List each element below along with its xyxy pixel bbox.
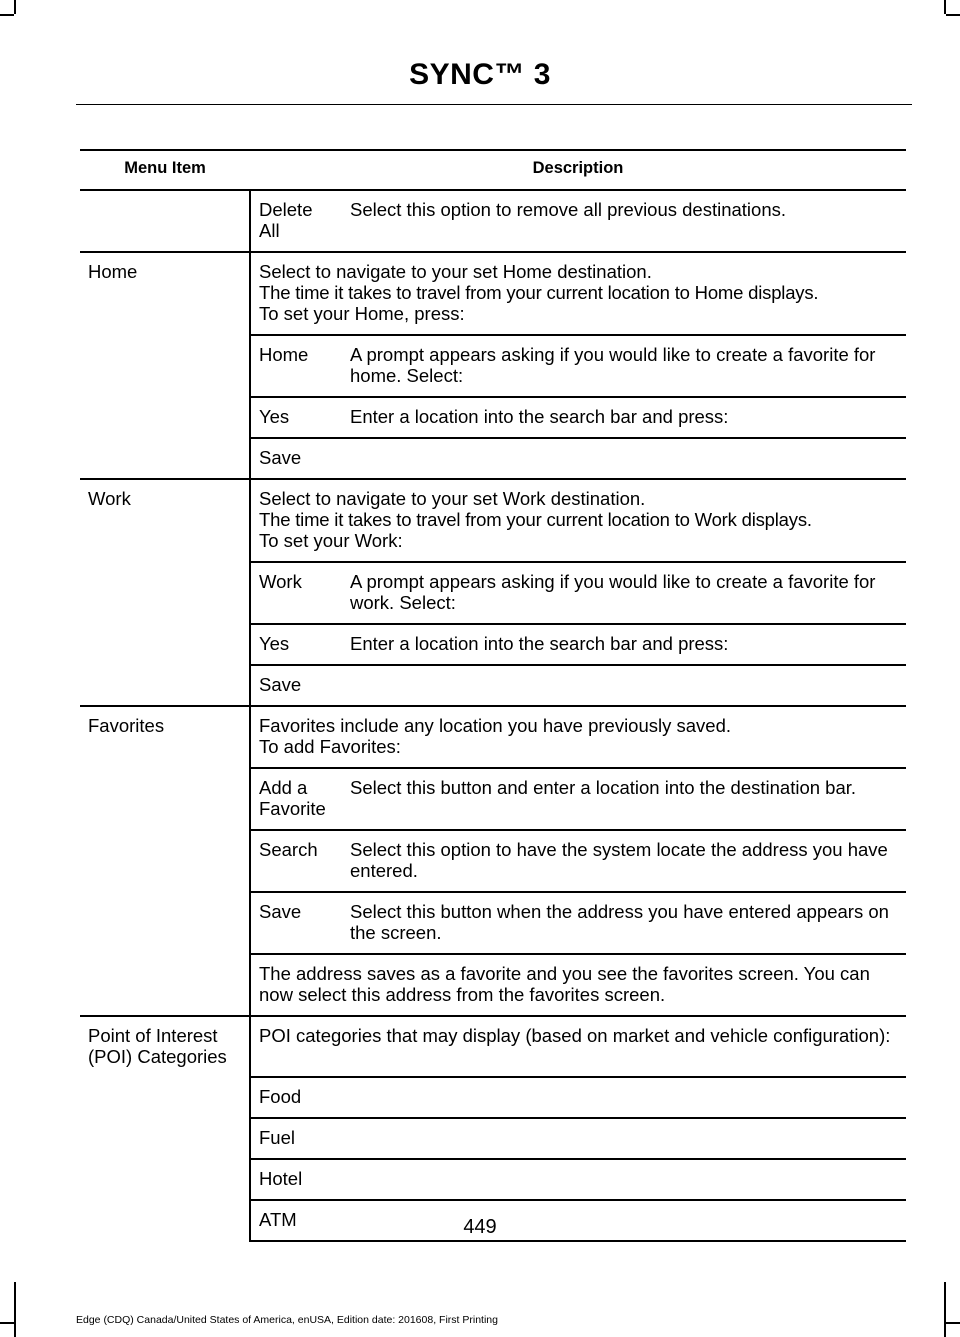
description-work-step-1: A prompt appears asking if you would like to create a favorite for work. Select: (342, 562, 906, 624)
description-home-step-2: Enter a location into the search bar and press: (342, 397, 906, 438)
description-favorites-step-2: Select this option to have the system locate the address you have entered. (342, 830, 906, 892)
table-row (80, 190, 906, 252)
crop-mark (946, 14, 960, 16)
table-row (80, 830, 906, 892)
description-favorites-step-3: Select this button when the address you have entered appears on the screen. (342, 892, 906, 954)
sub-item-yes: Yes (250, 624, 342, 665)
table-row (80, 335, 906, 397)
column-header-menu-item: Menu Item (80, 150, 250, 190)
menu-item-home: Home (80, 252, 250, 335)
table-row (80, 479, 906, 562)
table-row (80, 1016, 906, 1077)
edition-footer: Edge (CDQ) Canada/United States of America, enUSA, Edition date: 201608, First Printing (76, 1314, 498, 1326)
table-row (80, 252, 906, 335)
description-home (250, 252, 906, 335)
crop-mark (0, 14, 14, 16)
page-title: SYNC™ 3 (409, 58, 551, 91)
table-row (80, 1118, 906, 1159)
menu-item-cell (80, 190, 250, 252)
work-line-3: To set your Work: (259, 530, 403, 551)
crop-mark (946, 1322, 960, 1324)
sub-item-add-a-favorite: Add a Favorite (250, 768, 342, 830)
page-number: 449 (463, 1216, 497, 1238)
favorites-note: The address saves as a favorite and you see the favorites screen. You can now select this address from the favorites screen. (250, 954, 906, 1016)
poi-category-item: Food (250, 1077, 906, 1118)
sub-item-work: Work (250, 562, 342, 624)
description-favorites-step-1: Select this button and enter a location into the destination bar. (342, 768, 906, 830)
crop-mark (944, 0, 946, 14)
home-final-save: Save (250, 438, 906, 479)
crop-mark (0, 1322, 14, 1324)
sub-item-home: Home (250, 335, 342, 397)
sub-item-search: Search (250, 830, 342, 892)
description-home-step-1: A prompt appears asking if you would like to create a favorite for home. Select: (342, 335, 906, 397)
table-row (80, 768, 906, 830)
poi-category-item: ATM (250, 1200, 906, 1241)
home-line-1: Select to navigate to your set Home destination. (259, 261, 652, 282)
table-row (80, 1077, 906, 1118)
crop-mark (944, 1282, 946, 1337)
menu-item-work: Work (80, 479, 250, 562)
table-row (80, 397, 906, 438)
home-line-2: The time it takes to travel from your current location to Home displays. (259, 282, 819, 303)
work-final-save: Save (250, 665, 906, 706)
table-row (80, 706, 906, 768)
work-line-1: Select to navigate to your set Work destination. (259, 488, 646, 509)
description-work (250, 479, 906, 562)
table-row (80, 665, 906, 706)
table-header-row (80, 150, 906, 190)
menu-item-poi-categories: Point of Interest (POI) Categories (80, 1016, 250, 1077)
sub-item-delete-all: Delete All (250, 190, 342, 252)
sub-item-yes: Yes (250, 397, 342, 438)
table-row (80, 892, 906, 954)
poi-category-item: Fuel (250, 1118, 906, 1159)
poi-category-item: Hotel (250, 1159, 906, 1200)
title-divider (76, 104, 912, 105)
description-delete-all: Select this option to remove all previous destinations. (342, 190, 906, 252)
crop-mark (14, 0, 16, 14)
favorites-line-2: To add Favorites: (259, 736, 401, 757)
description-work-step-2: Enter a location into the search bar and press: (342, 624, 906, 665)
crop-mark (14, 1282, 16, 1337)
menu-table (80, 149, 906, 1242)
table-row (80, 624, 906, 665)
column-header-description: Description (250, 150, 906, 190)
description-favorites (250, 706, 906, 768)
favorites-line-1: Favorites include any location you have previously saved. (259, 715, 732, 736)
table-row (80, 1159, 906, 1200)
work-line-2: The time it takes to travel from your current location to Work displays. (259, 509, 812, 530)
menu-item-favorites: Favorites (80, 706, 250, 768)
description-poi: POI categories that may display (based on market and vehicle configuration): (250, 1016, 906, 1077)
table-row (80, 438, 906, 479)
sub-item-save: Save (250, 892, 342, 954)
table-row (80, 954, 906, 1016)
table-row (80, 562, 906, 624)
home-line-3: To set your Home, press: (259, 303, 465, 324)
